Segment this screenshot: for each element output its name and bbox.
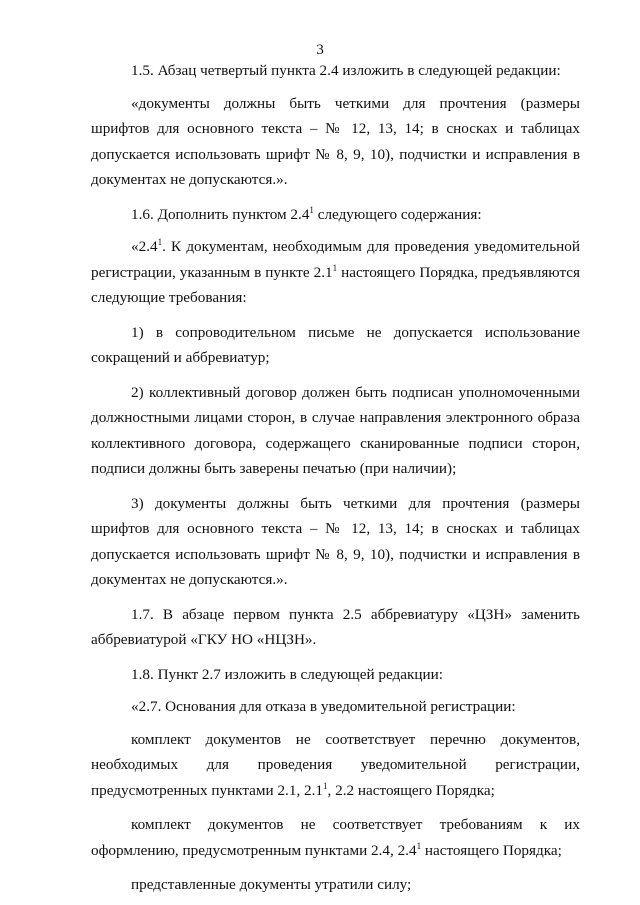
requirement-item-2: 2) коллективный договор должен быть подписан уполномоченными должностными лицами сторон, в случае направления электронного образа коллективного договора, содержащего сканированные подписи сторон, подписи должны быть заверены печатью (при наличии); <box>91 383 580 477</box>
paragraph-1-6: 1.6. Дополнить пунктом $2.4^1$ следующего содержания: <box>131 204 482 223</box>
paragraph-1-5: 1.5. Абзац четвертый пункта 2.4 изложить в следующей редакции: <box>131 62 561 79</box>
document-body <box>91 58 580 905</box>
refusal-ground-2: комплект документов не соответствует требованиям к их оформлению, предусмотренным пунктами 2.4, $2.4^1$ настоящего Порядка; <box>91 816 580 859</box>
paragraph-1-7: 1.7. В абзаце первом пункта 2.5 аббревиатуру «ЦЗН» заменить аббревиатурой «ГКУ НО «НЦЗН». <box>91 605 580 648</box>
paragraph-2-4-1: «$2.4^1$. К документам, необходимым для проведения уведомительной регистрации, указанным в пункте $2.1^1$ настоящего Порядка, предъявляются следующие требования: <box>91 237 580 306</box>
refusal-ground-1: комплект документов не соответствует перечню документов, необходимых для проведения уведомительной регистрации, предусмотренных пунктами 2.1, $2.1^1$, 2.2 настоящего Порядка; <box>91 730 580 799</box>
requirement-item-3: 3) документы должны быть четкими для прочтения (размеры шрифтов для основного текста – № 12, 13, 14; в сносках и таблицах допускается использовать шрифт № 8, 9, 10), подчистки и исправления в документах не допускаются.». <box>91 494 580 588</box>
footnote-superscript: 1 <box>309 204 314 215</box>
footnote-superscript: 1 <box>157 237 163 247</box>
refusal-ground-3: представленные документы утратили силу; <box>131 876 412 893</box>
paragraph-1-8: 1.8. Пункт 2.7 изложить в следующей редакции: <box>131 665 444 683</box>
paragraph-1-5-text: «документы должны быть четкими для прочтения (размеры шрифтов для основного текста – № 12, 13, 14; в сносках и таблицах допускается использовать шрифт № 8, 9, 10), подчистки и исправления в документах не допускаются.». <box>91 94 580 188</box>
paragraph-2-7: «2.7. Основания для отказа в уведомительной регистрации: <box>131 698 516 715</box>
footnote-superscript: 1 <box>323 780 328 791</box>
requirement-item-1: 1) в сопроводительном письме не допускается использование сокращений и аббревиатур; <box>91 323 580 366</box>
footnote-superscript: 1 <box>332 262 338 273</box>
footnote-superscript: 1 <box>416 840 422 851</box>
page-number: 3 <box>316 41 324 58</box>
